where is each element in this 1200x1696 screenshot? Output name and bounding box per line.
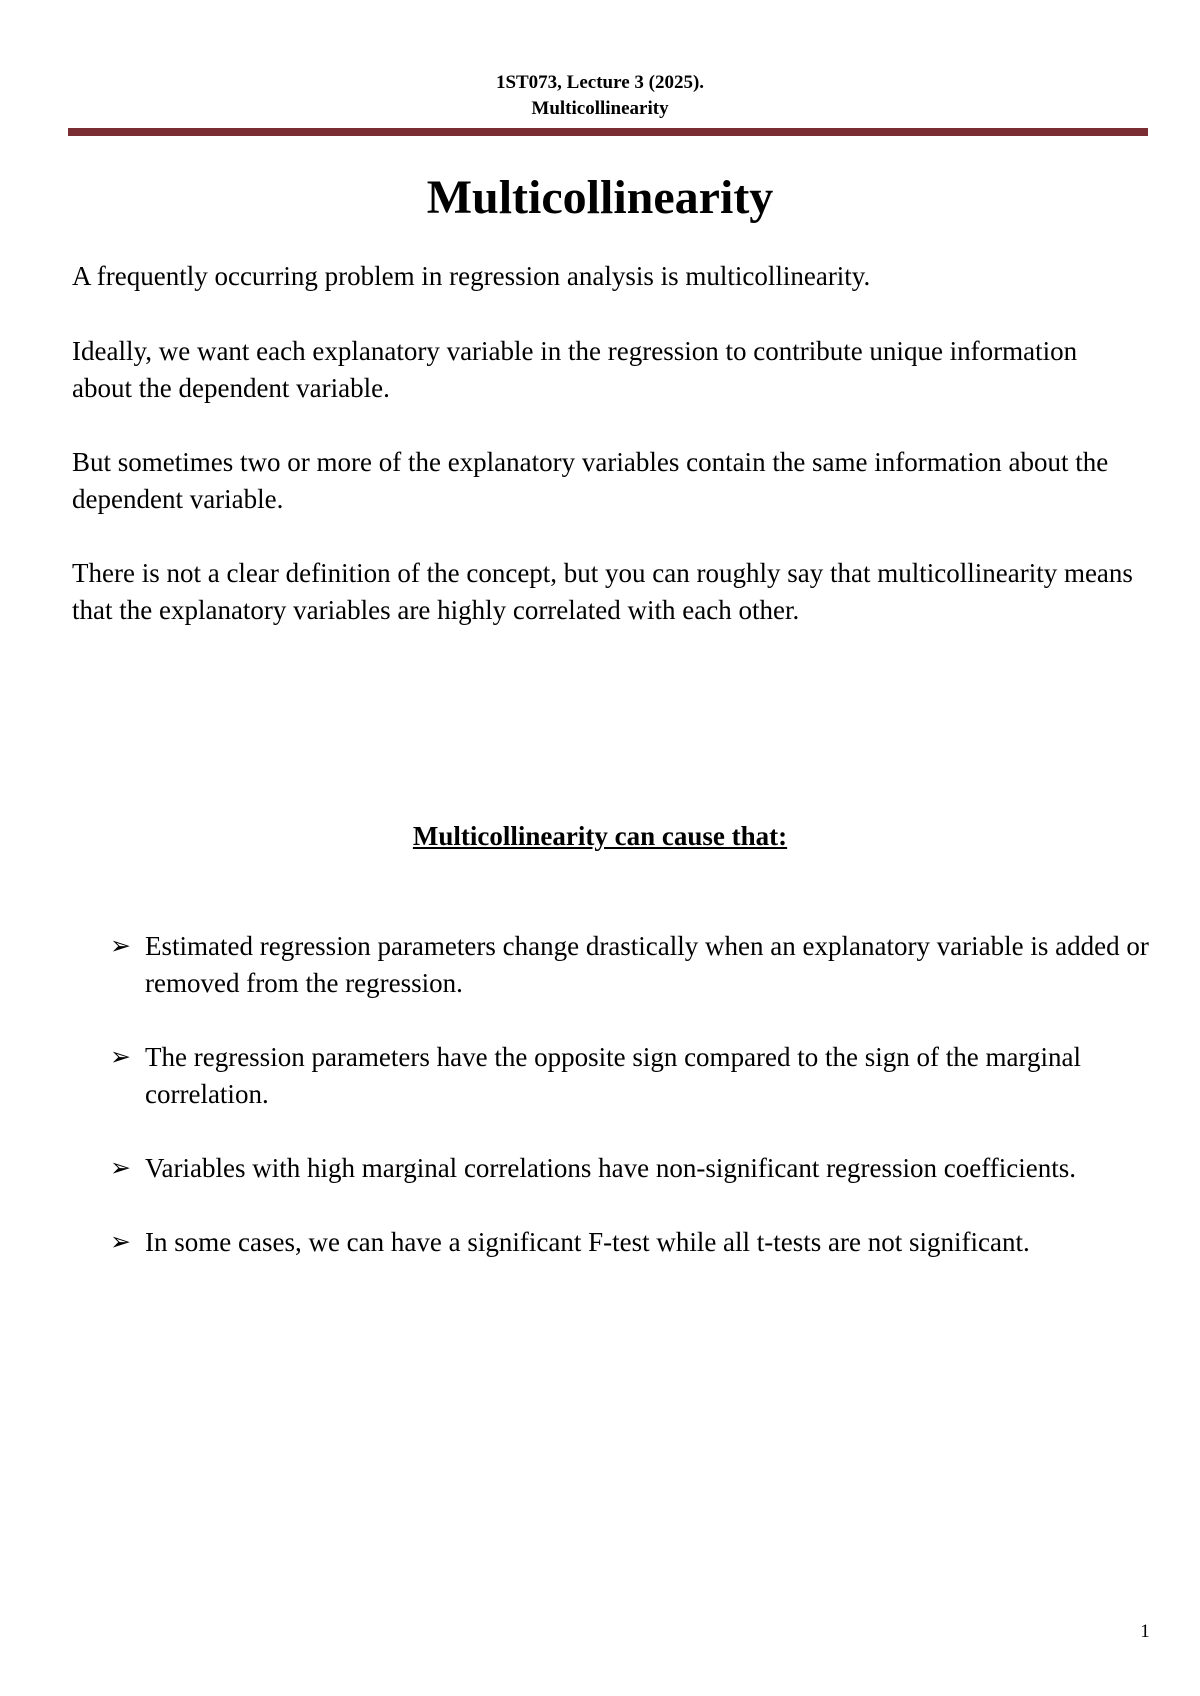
running-header: [0, 70, 1200, 122]
header-rule: [68, 128, 1148, 136]
list-item-text: Variables with high marginal correlations have non-significant regression coefficients.: [145, 1153, 1076, 1183]
section-subheading: Multicollinearity can cause that:: [412, 821, 788, 851]
page-title: Multicollinearity: [426, 171, 774, 224]
list-item: [110, 1224, 1150, 1261]
list-item-text: Estimated regression parameters change drastically when an explanatory variable is added or removed from the regression.: [145, 931, 1149, 998]
page-number: 1: [1140, 1621, 1150, 1642]
arrowhead-bullet-icon: ➢: [110, 1044, 131, 1071]
arrowhead-bullet-icon: ➢: [110, 933, 131, 960]
header-course-line: 1ST073, Lecture 3 (2025).: [495, 72, 705, 93]
list-item: [110, 928, 1150, 1002]
paragraph-definition: There is not a clear definition of the concept, but you can roughly say that multicollinearity means that the explanatory variables are highly correlated with each other.: [72, 558, 1133, 625]
arrowhead-bullet-icon: ➢: [110, 1155, 131, 1182]
list-item-text: In some cases, we can have a significant F-test while all t-tests are not significant.: [145, 1227, 1030, 1257]
paragraph-ideal: Ideally, we want each explanatory variable in the regression to contribute unique information about the dependent variable.: [72, 336, 1078, 403]
paragraph-same-information: But sometimes two or more of the explanatory variables contain the same information about the dependent variable.: [72, 447, 1109, 514]
header-topic-line: Multicollinearity: [531, 98, 669, 119]
arrowhead-bullet-icon: ➢: [110, 1229, 131, 1256]
list-item: [110, 1039, 1150, 1113]
list-item: [110, 1150, 1150, 1187]
consequences-list: [110, 928, 1150, 1298]
list-item-text: The regression parameters have the opposite sign compared to the sign of the marginal correlation.: [145, 1042, 1081, 1109]
paragraph-intro: A frequently occurring problem in regression analysis is multicollinearity.: [72, 261, 871, 291]
